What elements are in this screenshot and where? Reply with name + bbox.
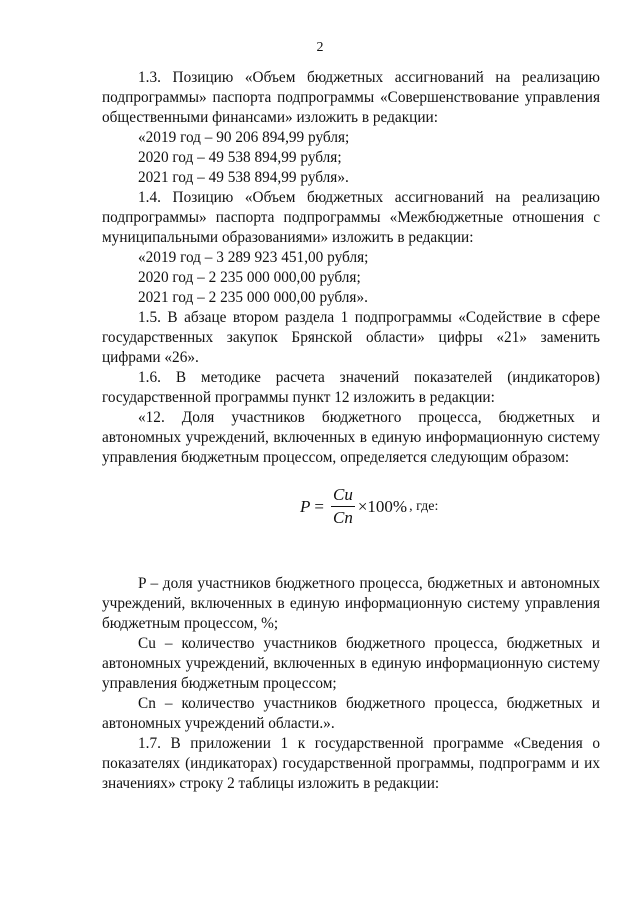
budget-line-2019-a: «2019 год – 90 206 894,99 рубля; (138, 129, 350, 146)
budget-line-2020-b: 2020 год – 2 235 000 000,00 рубля; (138, 269, 361, 286)
paragraph-1-7: 1.7. В приложении 1 к государственной программе «Сведения о показателях (индикаторах) государственной программы, подпрограмм и их значениях» строку 2 таблицы изложить в редакции: (102, 735, 600, 792)
formula-expression (300, 484, 438, 529)
budget-line-2020-a: 2020 год – 49 538 894,99 рубля; (138, 149, 342, 166)
formula-numerator: Cu (331, 484, 355, 507)
paragraph-1-3: 1.3. Позицию «Объем бюджетных ассигнований на реализацию подпрограммы» паспорта подпрограммы «Совершенствование управления общественными финансами» изложить в редакции: (102, 69, 600, 126)
budget-line-2021-a: 2021 год – 49 538 894,99 рубля». (138, 169, 349, 186)
page-number: 2 (316, 40, 324, 55)
definition-cu: Cu – количество участников бюджетного процесса, бюджетных и автономных учреждений, включенных в единую информационную систему управления бюджетным процессом; (102, 635, 600, 692)
formula-tail: , где: (409, 498, 439, 514)
paragraph-1-5: 1.5. В абзаце втором раздела 1 подпрограммы «Содействие в сфере государственных закупок Брянской области» цифры «21» заменить цифрами «26». (102, 309, 600, 366)
formula-lhs: P (300, 496, 311, 516)
document-body (102, 68, 600, 794)
budget-line-2019-b: «2019 год – 3 289 923 451,00 рубля; (138, 249, 369, 266)
budget-line-2021-b: 2021 год – 2 235 000 000,00 рубля». (138, 289, 368, 306)
formula (102, 476, 600, 550)
paragraph-1-6: 1.6. В методике расчета значений показателей (индикаторов) государственной программы пункт 12 изложить в редакции: (102, 369, 600, 406)
paragraph-12: «12. Доля участников бюджетного процесса, бюджетных и автономных учреждений, включенных в единую информационную систему управления бюджетным процессом, определяется следующим образом: (102, 409, 600, 466)
formula-fraction (331, 484, 355, 529)
formula-equals: = (314, 496, 324, 516)
definition-cn: Cn – количество участников бюджетного процесса, бюджетных и автономных учреждений области.». (102, 695, 600, 732)
formula-multiplier: ×100% (357, 496, 408, 516)
paragraph-1-4: 1.4. Позицию «Объем бюджетных ассигнований на реализацию подпрограммы» паспорта подпрограммы «Межбюджетные отношения с муниципальными образованиями» изложить в редакции: (102, 189, 600, 246)
formula-denominator: Cn (332, 508, 353, 527)
definition-p: P – доля участников бюджетного процесса, бюджетных и автономных учреждений, включенных в единую информационную систему управления бюджетным процессом, %; (102, 575, 600, 632)
